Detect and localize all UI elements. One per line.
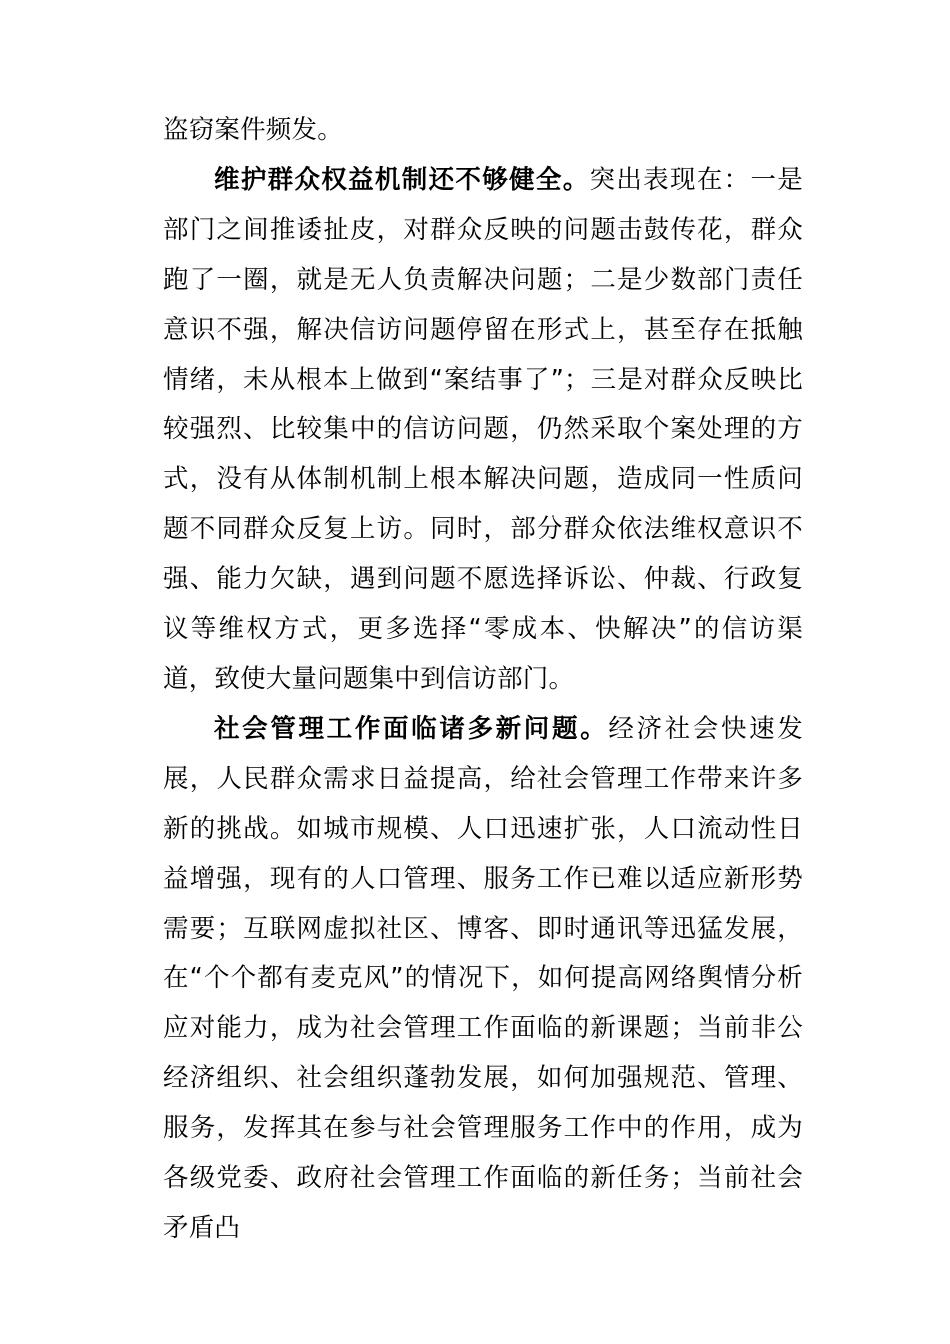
paragraph-body-text: 盗窃案件频发。 — [163, 115, 343, 145]
paragraph-heading: 社会管理工作面临诸多新问题。 — [214, 713, 609, 744]
paragraph-heading: 维护群众权益机制还不够健全。 — [214, 164, 590, 195]
paragraph-body-text: 突出表现在：一是部门之间推诿扯皮，对群众反映的问题击鼓传花，群众跑了一圈，就是无人负责解决问题；二是少数部门责任意识不强，解决信访问题停留在形式上，甚至存在抵触情绪，未从根本上做到“案结事了”；三是对群众反映比较强烈、比较集中的信访问题，仍然采取个案处理的方式，没有从体制机制上根本解决问题，造成同一性质问题不同群众反复上访。同时，部分群众依法维权意识不强、能力欠缺，遇到问题不愿选择诉讼、仲裁、行政复议等维权方式，更多选择“零成本、快解决”的信访渠道，致使大量问题集中到信访部门。 — [163, 164, 803, 694]
paragraph-body-text: 经济社会快速发展，人民群众需求日益提高，给社会管理工作带来许多新的挑战。如城市规模、人口迅速扩张，人口流动性日益增强，现有的人口管理、服务工作已难以适应新形势需要；互联网虚拟社区、博客、即时通讯等迅猛发展，在“个个都有麦克风”的情况下，如何提高网络舆情分析应对能力，成为社会管理工作面临的新课题；当前非公经济组织、社会组织蓬勃发展，如何加强规范、管理、服务，发挥其在参与社会管理服务工作中的作用，成为各级党委、政府社会管理工作面临的新任务；当前社会矛盾凸 — [163, 713, 803, 1243]
paragraph-rights-mechanism — [163, 156, 803, 705]
paragraph-continuation — [163, 106, 803, 156]
paragraph-social-management — [163, 705, 803, 1254]
document-body — [163, 106, 803, 1254]
